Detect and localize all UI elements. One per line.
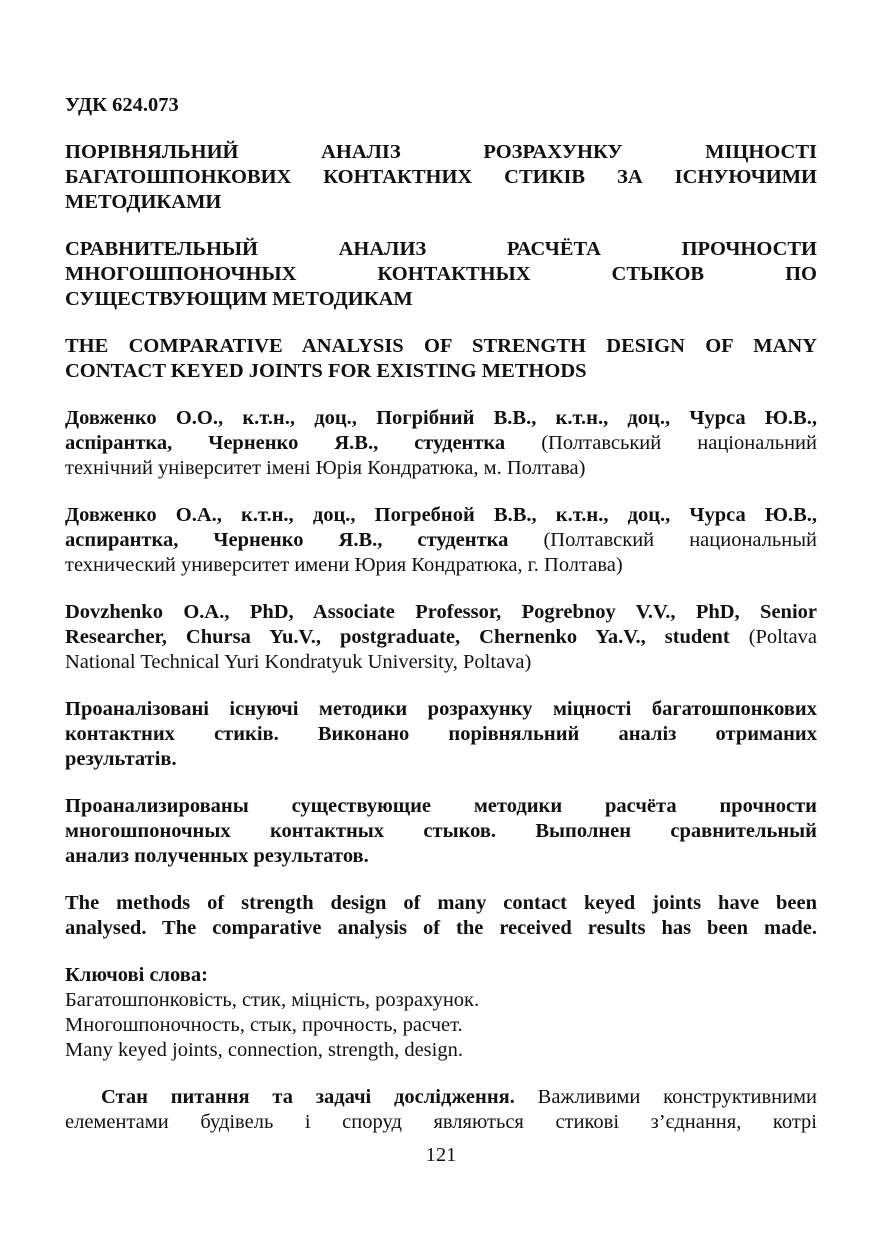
authors-uk-line2 [65,431,817,456]
keywords-ukrainian: Багатошпонковість, стик, міцність, розрахунок. [65,989,480,1011]
authors-ukrainian [65,406,817,481]
abstract-uk-line2: контактних стиків. Виконано порівняльний аналіз отриманих [65,723,817,745]
title-ru-line2: МНОГОШПОНОЧНЫХ КОНТАКТНЫХ СТЫКОВ ПО [65,263,817,285]
authors-uk-line2-names: аспірантка, Черненко Я.В., студентка [65,432,506,454]
title-english [65,334,817,384]
title-ukrainian [65,140,817,215]
body-paragraph [65,1085,817,1135]
title-uk-line2: БАГАТОШПОНКОВИХ КОНТАКТНИХ СТИКІВ ЗА ІСНУЮЧИМИ [65,166,817,188]
body-line1 [65,1085,817,1110]
body-line2: елементами будівель і споруд являються стикові з’єднання, котрі [65,1111,817,1133]
body-section-lead: Стан питання та задачі дослідження. [101,1086,515,1108]
authors-en-line2-affiliation: (Poltava [748,626,818,648]
title-ru-line1: СРАВНИТЕЛЬНЫЙ АНАЛИЗ РАСЧЁТА ПРОЧНОСТИ [65,238,817,260]
authors-english [65,600,817,675]
authors-russian [65,503,817,578]
authors-en-line3: National Technical Yuri Kondratyuk University, Poltava) [65,651,532,673]
keywords-russian: Многошпоночность, стык, прочность, расчет. [65,1014,463,1036]
body-line1-text: Важливими конструктивними [537,1086,818,1108]
authors-ru-line2 [65,528,817,553]
abstract-en-line1: The methods of strength design of many contact keyed joints have been [65,892,817,914]
abstract-russian [65,794,817,869]
title-en-line1: THE COMPARATIVE ANALYSIS OF STRENGTH DESIGN OF MANY [65,335,817,357]
title-en-line2: CONTACT KEYED JOINTS FOR EXISTING METHODS [65,360,587,382]
authors-uk-line3: технічний університет імені Юрія Кондратюка, м. Полтава) [65,457,586,479]
authors-uk-line1: Довженко О.О., к.т.н., доц., Погрібний В.В., к.т.н., доц., Чурса Ю.В., [65,407,817,429]
udc-code: УДК 624.073 [65,94,179,116]
abstract-ru-line3: анализ полученных результатов. [65,845,369,867]
abstract-ru-line1: Проанализированы существующие методики расчёта прочности [65,795,817,817]
authors-uk-line2-affiliation: (Полтавський національний [541,432,817,454]
authors-en-line2-names: Researcher, Chursa Yu.V., postgraduate, Chernenko Ya.V., student [65,626,730,648]
authors-en-line1: Dovzhenko O.A., PhD, Associate Professor, Pogrebnoy V.V., PhD, Senior [65,601,817,623]
abstract-uk-line1: Проаналізовані існуючі методики розрахунку міцності багатошпонкових [65,698,817,720]
title-russian [65,237,817,312]
abstract-english [65,891,817,941]
page-content [65,93,817,1157]
page-number: 121 [425,1144,457,1166]
udc-block [65,93,817,118]
abstract-en-line2: analysed. The comparative analysis of the received results has been made. [65,917,817,939]
authors-en-line2 [65,625,817,650]
title-ru-line3: СУЩЕСТВУЮЩИМ МЕТОДИКАМ [65,288,413,310]
authors-ru-line2-affiliation: (Полтавский национальный [543,529,817,551]
keywords-heading: Ключові слова: [65,964,208,986]
authors-ru-line1: Довженко О.А., к.т.н., доц., Погребной В.В., к.т.н., доц., Чурса Ю.В., [65,504,817,526]
keywords-block [65,963,817,1063]
authors-ru-line2-names: аспирантка, Черненко Я.В., студентка [65,529,509,551]
authors-ru-line3: технический университет имени Юрия Кондратюка, г. Полтава) [65,554,623,576]
keywords-english: Many keyed joints, connection, strength, design. [65,1039,463,1061]
abstract-ukrainian [65,697,817,772]
abstract-uk-line3: результатів. [65,748,177,770]
abstract-ru-line2: многошпоночных контактных стыков. Выполнен сравнительный [65,820,817,842]
title-uk-line3: МЕТОДИКАМИ [65,191,222,213]
title-uk-line1: ПОРІВНЯЛЬНИЙ АНАЛІЗ РОЗРАХУНКУ МІЦНОСТІ [65,141,817,163]
